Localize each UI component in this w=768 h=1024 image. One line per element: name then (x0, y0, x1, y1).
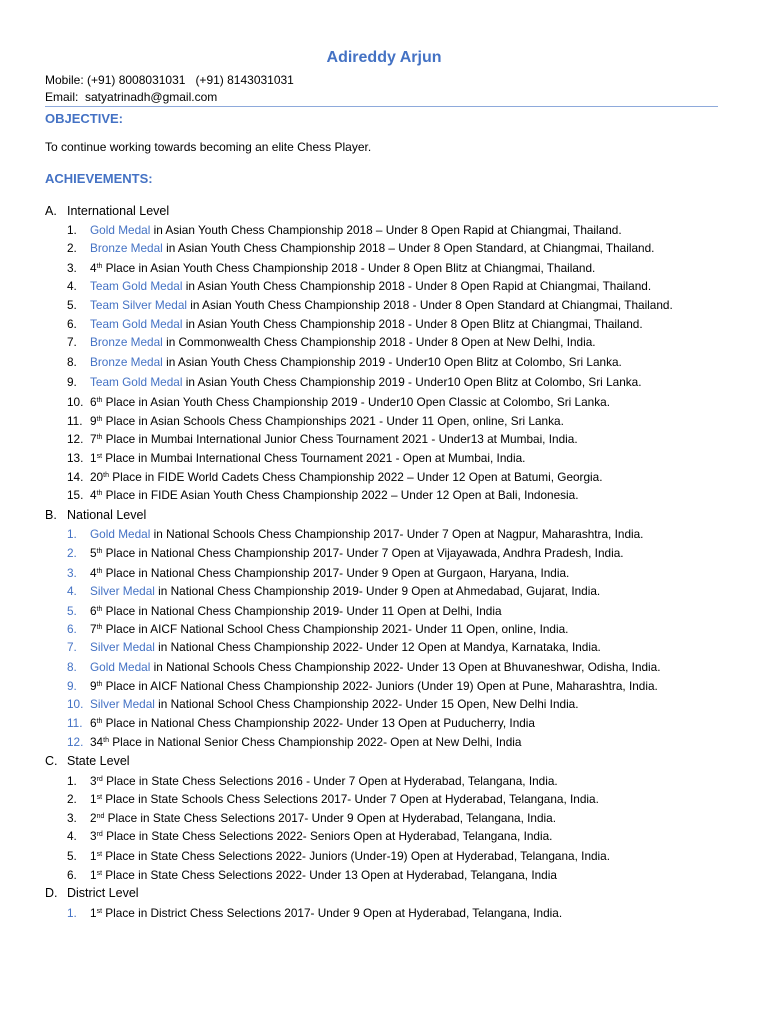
item-description: in Asian Youth Chess Championship 2019 - Under10 Open Blitz at Colombo, Sri Lanka. (162, 355, 622, 369)
item-description: in Commonwealth Chess Championship 2018 - Under 8 Open at New Delhi, India. (162, 335, 596, 349)
item-description: Place in FIDE World Cadets Chess Championship 2022 – Under 12 Open at Batumi, Georgia. (108, 470, 603, 484)
item-number: 1. (67, 906, 77, 920)
achievement-item (67, 697, 757, 711)
place-rank: 1 (90, 849, 97, 863)
level-label: National Level (67, 508, 147, 522)
objective-heading: OBJECTIVE: (45, 111, 124, 126)
rank-suffix: th (96, 624, 103, 631)
place-rank: 9 (90, 679, 97, 693)
item-number: 5. (67, 298, 77, 312)
medal-label: Silver Medal (90, 584, 155, 598)
achievement-item (67, 317, 757, 331)
rank-suffix: th (96, 397, 103, 404)
item-number: 10. (67, 395, 84, 409)
medal-label: Gold Medal (90, 223, 151, 237)
item-number: 9. (67, 679, 77, 693)
rank-suffix: th (103, 737, 109, 744)
level-letter: D. (45, 886, 58, 900)
item-number: 3. (67, 566, 77, 580)
item-description: Place in Mumbai International Junior Chess Tournament 2021 - Under13 at Mumbai, India. (102, 432, 578, 446)
item-description: in National School Chess Championship 2022- Under 15 Open, New Delhi India. (154, 697, 579, 711)
rank-suffix: st (96, 870, 103, 877)
item-number: 10. (67, 697, 84, 711)
item-description: Place in National Chess Championship 2019- Under 11 Open at Delhi, India (102, 604, 502, 618)
place-rank: 3 (90, 829, 97, 843)
item-description: Place in National Chess Championship 2017- Under 9 Open at Gurgaon, Haryana, India. (102, 566, 570, 580)
rank-suffix: th (96, 434, 103, 441)
level-heading (45, 508, 146, 523)
achievement-item (67, 395, 757, 409)
item-number: 4. (67, 279, 77, 293)
item-number: 13. (67, 451, 84, 465)
achievement-item (67, 792, 757, 806)
item-description: in Asian Youth Chess Championship 2018 - Under 8 Open Rapid at Chiangmai, Thailand. (182, 279, 652, 293)
level-label: State Level (67, 754, 130, 768)
level-heading (45, 886, 139, 901)
item-number: 11. (67, 716, 83, 730)
item-description: in National Chess Championship 2019- Under 9 Open at Ahmedabad, Gujarat, India. (154, 584, 601, 598)
rank-suffix: th (96, 263, 103, 270)
item-description: in Asian Youth Chess Championship 2018 - Under 8 Open Standard at Chiangmai, Thailand. (187, 298, 673, 312)
item-description: Place in National Senior Chess Championship 2022- Open at New Delhi, India (108, 735, 522, 749)
achievement-item (67, 279, 757, 293)
medal-label: Bronze Medal (90, 335, 163, 349)
item-number: 6. (67, 317, 77, 331)
medal-label: Team Gold Medal (90, 375, 183, 389)
item-description: Place in Mumbai International Chess Tournament 2021 - Open at Mumbai, India. (102, 451, 526, 465)
achievement-item (67, 470, 757, 484)
achievement-item (67, 451, 757, 465)
place-rank: 6 (90, 395, 97, 409)
medal-label: Gold Medal (90, 527, 151, 541)
medal-label: Silver Medal (90, 697, 155, 711)
place-rank: 1 (90, 792, 97, 806)
item-description: in Asian Youth Chess Championship 2018 – Under 8 Open Standard, at Chiangmai, Thailand. (162, 241, 655, 255)
item-number: 1. (67, 223, 77, 237)
item-number: 11. (67, 414, 83, 428)
place-rank: 5 (90, 546, 97, 560)
item-number: 3. (67, 261, 77, 275)
objective-text: To continue working towards becoming an elite Chess Player. (45, 140, 372, 154)
achievement-item (67, 566, 757, 580)
item-number: 12. (67, 432, 84, 446)
item-number: 4. (67, 829, 77, 843)
item-description: Place in FIDE Asian Youth Chess Championship 2022 – Under 12 Open at Bali, Indonesia. (102, 488, 579, 502)
level-letter: A. (45, 204, 57, 218)
place-rank: 6 (90, 604, 97, 618)
item-description: Place in State Chess Selections 2016 - Under 7 Open at Hyderabad, Telangana, India. (102, 774, 558, 788)
rank-suffix: st (96, 908, 103, 915)
level-letter: B. (45, 508, 57, 522)
achievement-item (67, 546, 757, 560)
item-description: Place in National Chess Championship 2022- Under 13 Open at Puducherry, India (102, 716, 535, 730)
place-rank: 20 (90, 470, 104, 484)
achievement-item (67, 241, 757, 255)
place-rank: 4 (90, 488, 97, 502)
achievement-item (67, 735, 757, 749)
achievement-item (67, 298, 757, 312)
rank-suffix: rd (96, 831, 103, 838)
place-rank: 1 (90, 451, 97, 465)
achievement-item (67, 622, 757, 636)
item-description: Place in State Chess Selections 2022- Under 13 Open at Hyderabad, Telangana, India (102, 868, 557, 882)
item-description: Place in State Chess Selections 2017- Under 9 Open at Hyderabad, Telangana, India. (104, 811, 556, 825)
achievement-item (67, 849, 757, 863)
achievement-item (67, 261, 757, 275)
achievement-item (67, 906, 757, 920)
achievement-item (67, 527, 757, 541)
achievement-item (67, 432, 757, 446)
rank-suffix: st (96, 851, 103, 858)
item-number: 7. (67, 335, 77, 349)
place-rank: 9 (90, 414, 97, 428)
place-rank: 4 (90, 261, 97, 275)
rank-suffix: th (96, 490, 103, 497)
mobile-line: Mobile: (+91) 8008031031 (+91) 8143031031 (45, 73, 294, 87)
place-rank: 7 (90, 622, 97, 636)
candidate-name: Adireddy Arjun (326, 49, 442, 66)
place-rank: 4 (90, 566, 97, 580)
item-description: Place in State Schools Chess Selections 2017- Under 7 Open at Hyderabad, Telangana, India. (102, 792, 599, 806)
item-number: 15. (67, 488, 84, 502)
item-number: 12. (67, 735, 84, 749)
achievement-item (67, 335, 757, 349)
level-heading (45, 204, 169, 219)
item-description: Place in Asian Schools Chess Championships 2021 - Under 11 Open, online, Sri Lanka. (102, 414, 564, 428)
rank-suffix: th (96, 606, 103, 613)
item-description: in National Schools Chess Championship 2022- Under 13 Open at Bhuvaneshwar, Odisha, India. (150, 660, 661, 674)
item-number: 3. (67, 811, 77, 825)
item-number: 2. (67, 792, 77, 806)
achievement-item (67, 355, 757, 369)
item-number: 1. (67, 774, 77, 788)
level-label: International Level (67, 204, 170, 218)
item-number: 4. (67, 584, 77, 598)
item-description: Place in National Chess Championship 2017- Under 7 Open at Vijayawada, Andhra Pradesh, India. (102, 546, 624, 560)
item-description: Place in Asian Youth Chess Championship 2018 - Under 8 Open Blitz at Chiangmai, Thailand. (102, 261, 596, 275)
achievements-heading: ACHIEVEMENTS: (45, 171, 153, 186)
rank-suffix: nd (96, 813, 105, 820)
item-number: 1. (67, 527, 77, 541)
place-rank: 1 (90, 906, 97, 920)
place-rank: 1 (90, 868, 97, 882)
item-description: Place in State Chess Selections 2022- Juniors (Under-19) Open at Hyderabad, Telangana, India. (102, 849, 611, 863)
item-description: in National Chess Championship 2022- Under 12 Open at Mandya, Karnataka, India. (154, 640, 601, 654)
item-number: 8. (67, 355, 77, 369)
rank-suffix: th (96, 416, 103, 423)
item-number: 9. (67, 375, 77, 389)
rank-suffix: th (96, 718, 103, 725)
item-number: 6. (67, 868, 77, 882)
rank-suffix: th (96, 568, 103, 575)
item-description: in Asian Youth Chess Championship 2018 - Under 8 Open Blitz at Chiangmai, Thailand. (182, 317, 643, 331)
rank-suffix: th (96, 548, 103, 555)
medal-label: Team Gold Medal (90, 317, 183, 331)
item-number: 6. (67, 622, 77, 636)
achievement-item (67, 829, 757, 843)
item-number: 2. (67, 546, 77, 560)
medal-label: Silver Medal (90, 640, 155, 654)
item-description: in National Schools Chess Championship 2017- Under 7 Open at Nagpur, Maharashtra, India. (150, 527, 644, 541)
level-heading (45, 754, 130, 769)
medal-label: Bronze Medal (90, 241, 163, 255)
item-description: Place in State Chess Selections 2022- Seniors Open at Hyderabad, Telangana, India. (102, 829, 553, 843)
item-description: in Asian Youth Chess Championship 2019 - Under10 Open Blitz at Colombo, Sri Lanka. (182, 375, 642, 389)
item-description: Place in AICF National School Chess Championship 2021- Under 11 Open, online, India. (102, 622, 569, 636)
item-number: 8. (67, 660, 77, 674)
achievement-item (67, 375, 757, 389)
place-rank: 34 (90, 735, 104, 749)
rank-suffix: rd (96, 776, 103, 783)
rank-suffix: th (103, 472, 109, 479)
item-number: 5. (67, 604, 77, 618)
item-description: in Asian Youth Chess Championship 2018 – Under 8 Open Rapid at Chiangmai, Thailand. (150, 223, 622, 237)
achievement-item (67, 868, 757, 882)
achievement-item (67, 414, 757, 428)
item-description: Place in District Chess Selections 2017- Under 9 Open at Hyderabad, Telangana, India. (102, 906, 563, 920)
item-number: 5. (67, 849, 77, 863)
achievement-item (67, 660, 757, 674)
item-description: Place in Asian Youth Chess Championship 2019 - Under10 Open Classic at Colombo, Sri Lanka. (102, 395, 610, 409)
place-rank: 7 (90, 432, 97, 446)
level-label: District Level (67, 886, 139, 900)
achievement-item (67, 716, 757, 730)
medal-label: Bronze Medal (90, 355, 163, 369)
rank-suffix: st (96, 794, 103, 801)
achievement-item (67, 811, 757, 825)
item-number: 2. (67, 241, 77, 255)
medal-label: Team Silver Medal (90, 298, 188, 312)
achievement-item (67, 679, 757, 693)
achievement-item (67, 223, 757, 237)
rank-suffix: th (96, 681, 103, 688)
header-divider (45, 106, 718, 107)
place-rank: 2 (90, 811, 97, 825)
item-description: Place in AICF National Chess Championship 2022- Juniors (Under 19) Open at Pune, Maharashtra, India. (102, 679, 658, 693)
medal-label: Gold Medal (90, 660, 151, 674)
rank-suffix: st (96, 453, 103, 460)
level-letter: C. (45, 754, 58, 768)
achievement-item (67, 774, 757, 788)
item-number: 7. (67, 640, 77, 654)
email-line: Email: satyatrinadh@gmail.com (45, 90, 218, 104)
achievement-item (67, 488, 757, 502)
place-rank: 3 (90, 774, 97, 788)
medal-label: Team Gold Medal (90, 279, 183, 293)
place-rank: 6 (90, 716, 97, 730)
achievement-item (67, 584, 757, 598)
item-number: 14. (67, 470, 84, 484)
achievement-item (67, 604, 757, 618)
achievement-item (67, 640, 757, 654)
